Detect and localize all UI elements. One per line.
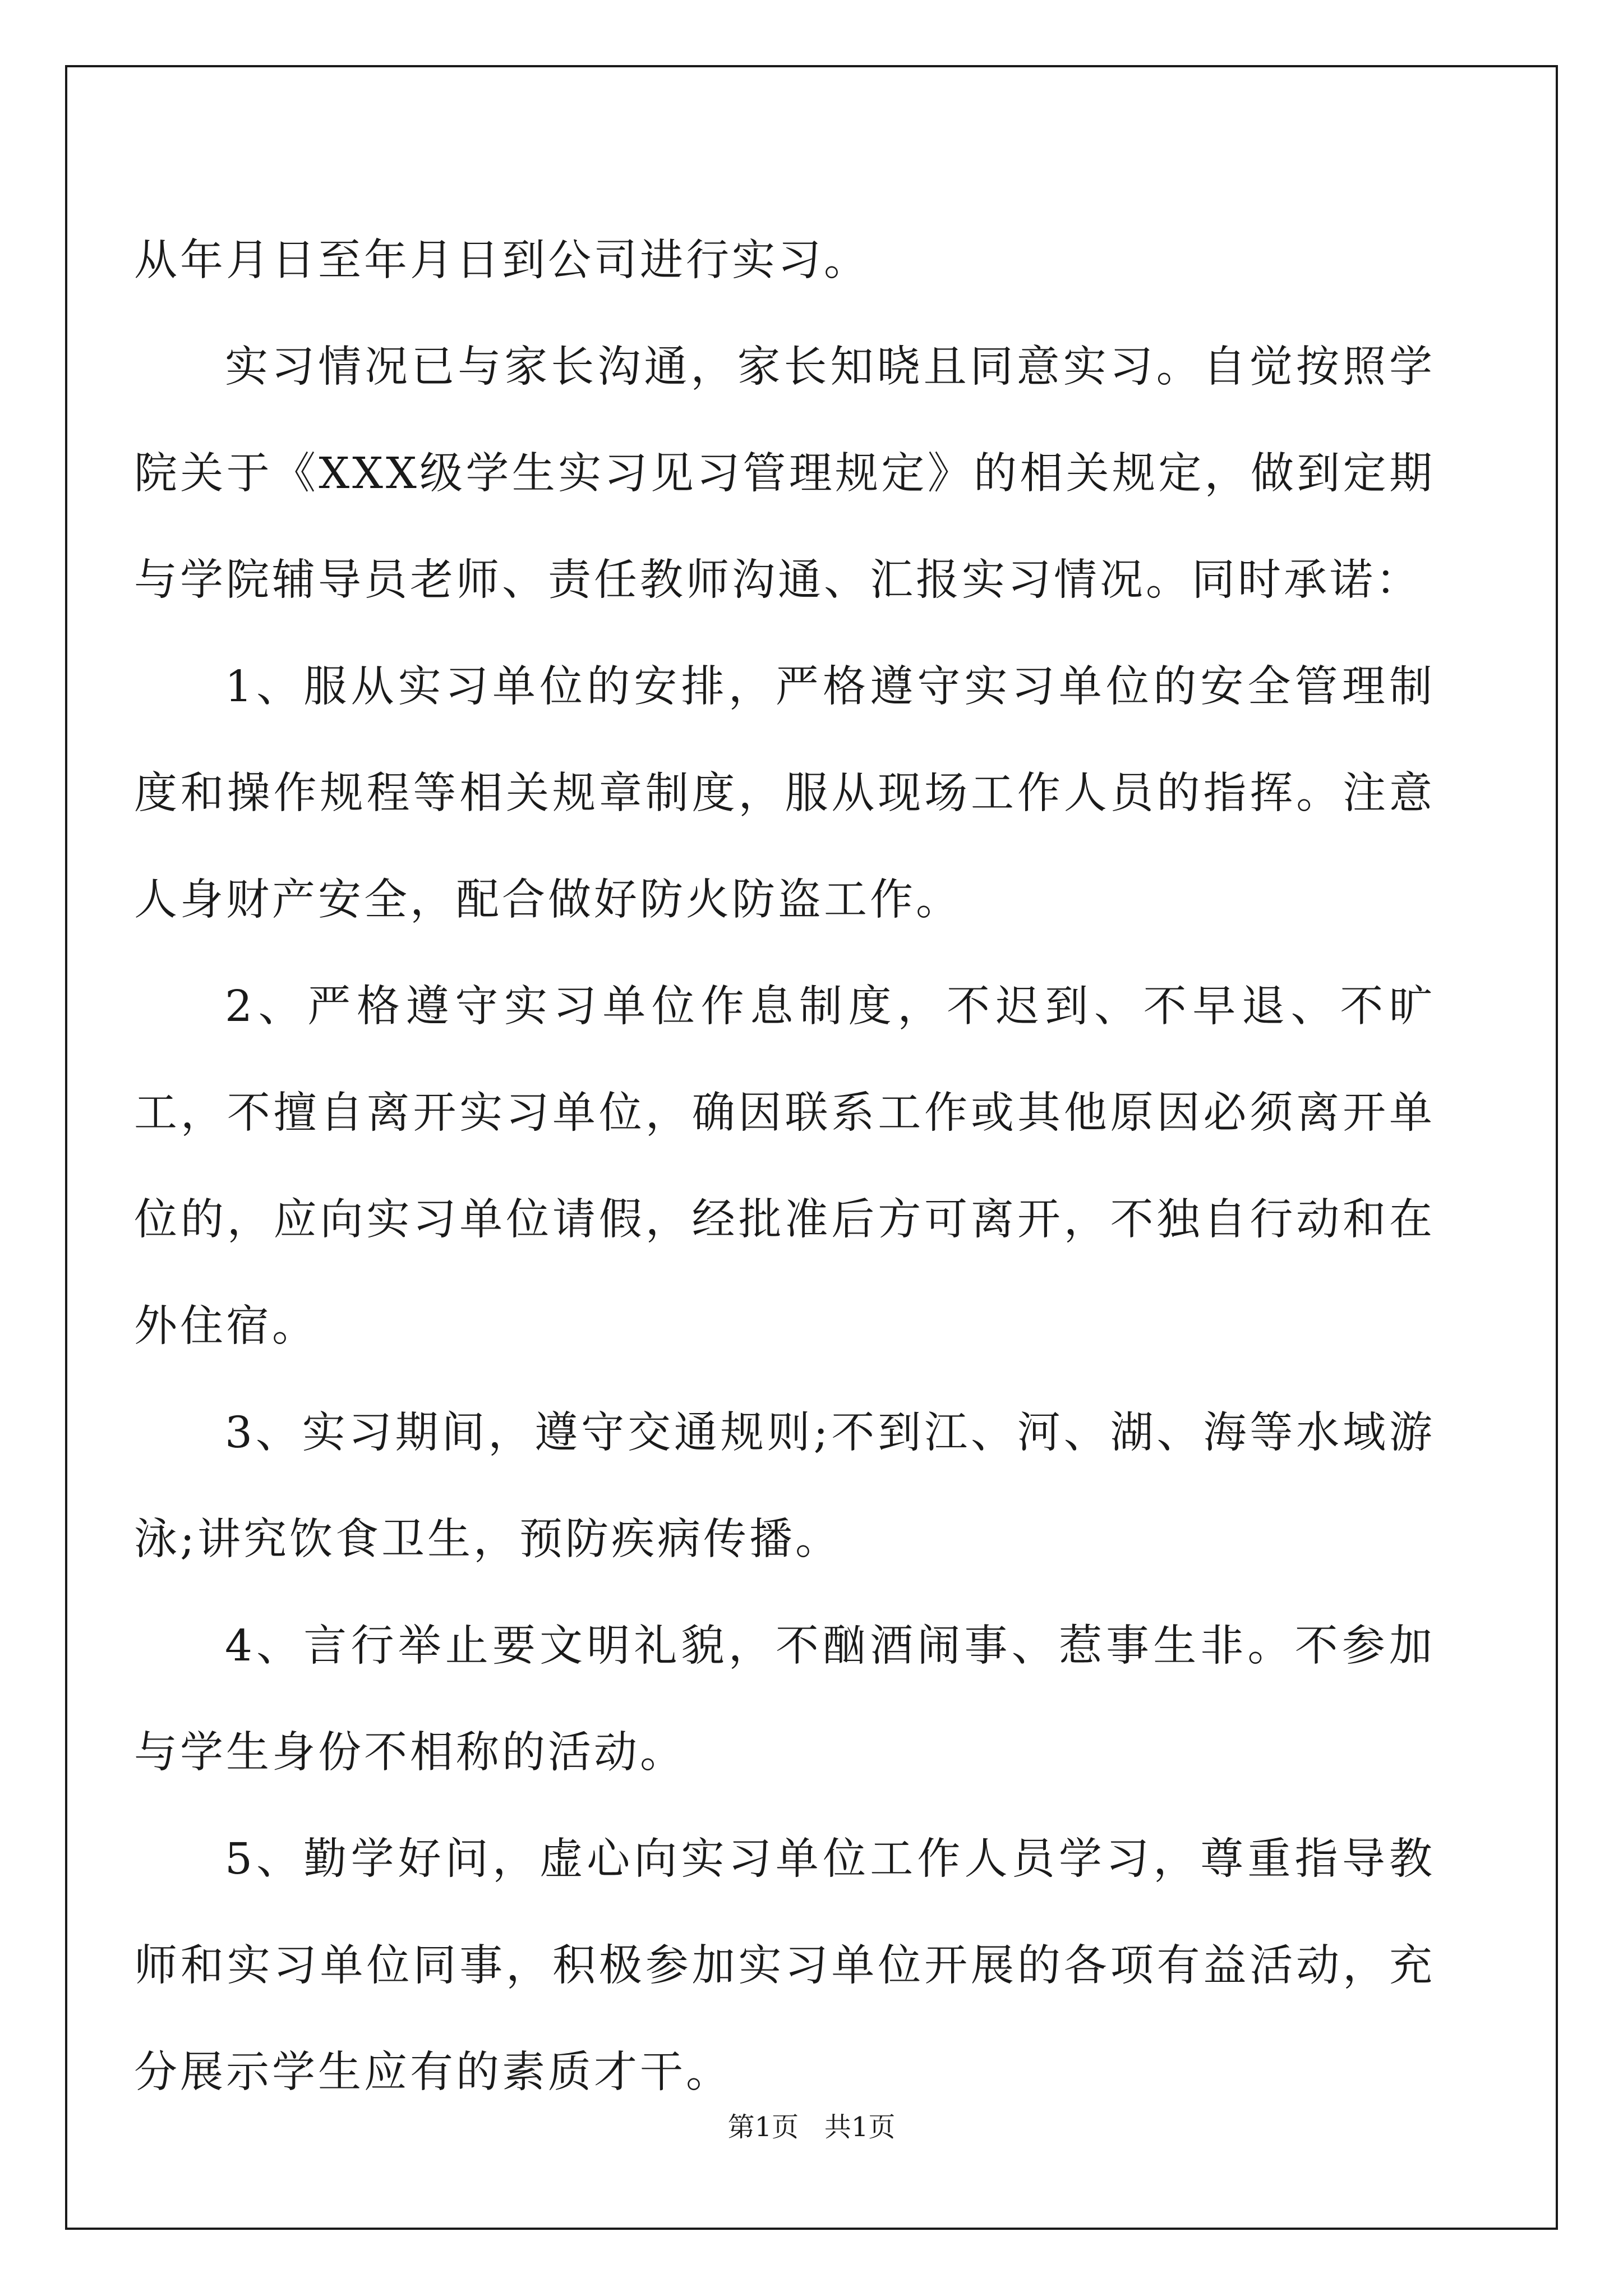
paragraph-3: 1、服从实习单位的安排，严格遵守实习单位的安全管理制度和操作规程等相关规章制度，服从现场工作人员的指挥。注意人身财产安全，配合做好防火防盗工作。: [134, 662, 1435, 925]
current-page-label: 第1页: [727, 2111, 799, 2143]
document-body: [134, 208, 1435, 2126]
paragraph-1: 从年月日至年月日到公司进行实习。: [134, 236, 870, 286]
paragraph-6: 4、言行举止要文明礼貌，不酗酒闹事、惹事生非。不参加与学生身份不相称的活动。: [134, 1621, 1435, 1778]
paragraph-4: 2、严格遵守实习单位作息制度，不迟到、不早退、不旷工，不擅自离开实习单位，确因联系工作或其他原因必须离开单位的，应向实习单位请假，经批准后方可离开，不独自行动和在外住宿。: [134, 982, 1435, 1351]
paragraph-2: 实习情况已与家长沟通，家长知晓且同意实习。自觉按照学院关于《XXX级学生实习见习管理规定》的相关规定，做到定期与学院辅导员老师、责任教师沟通、汇报实习情况。同时承诺：: [134, 342, 1435, 605]
total-pages-label: 共1页: [824, 2111, 896, 2143]
page-footer: [0, 2110, 1623, 2144]
paragraph-7: 5、勤学好问，虚心向实习单位工作人员学习，尊重指导教师和实习单位同事，积极参加实习单位开展的各项有益活动，充分展示学生应有的素质才干。: [134, 1834, 1435, 2097]
paragraph-5: 3、实习期间，遵守交通规则;不到江、河、湖、海等水域游泳;讲究饮食卫生，预防疾病传播。: [134, 1408, 1435, 1565]
